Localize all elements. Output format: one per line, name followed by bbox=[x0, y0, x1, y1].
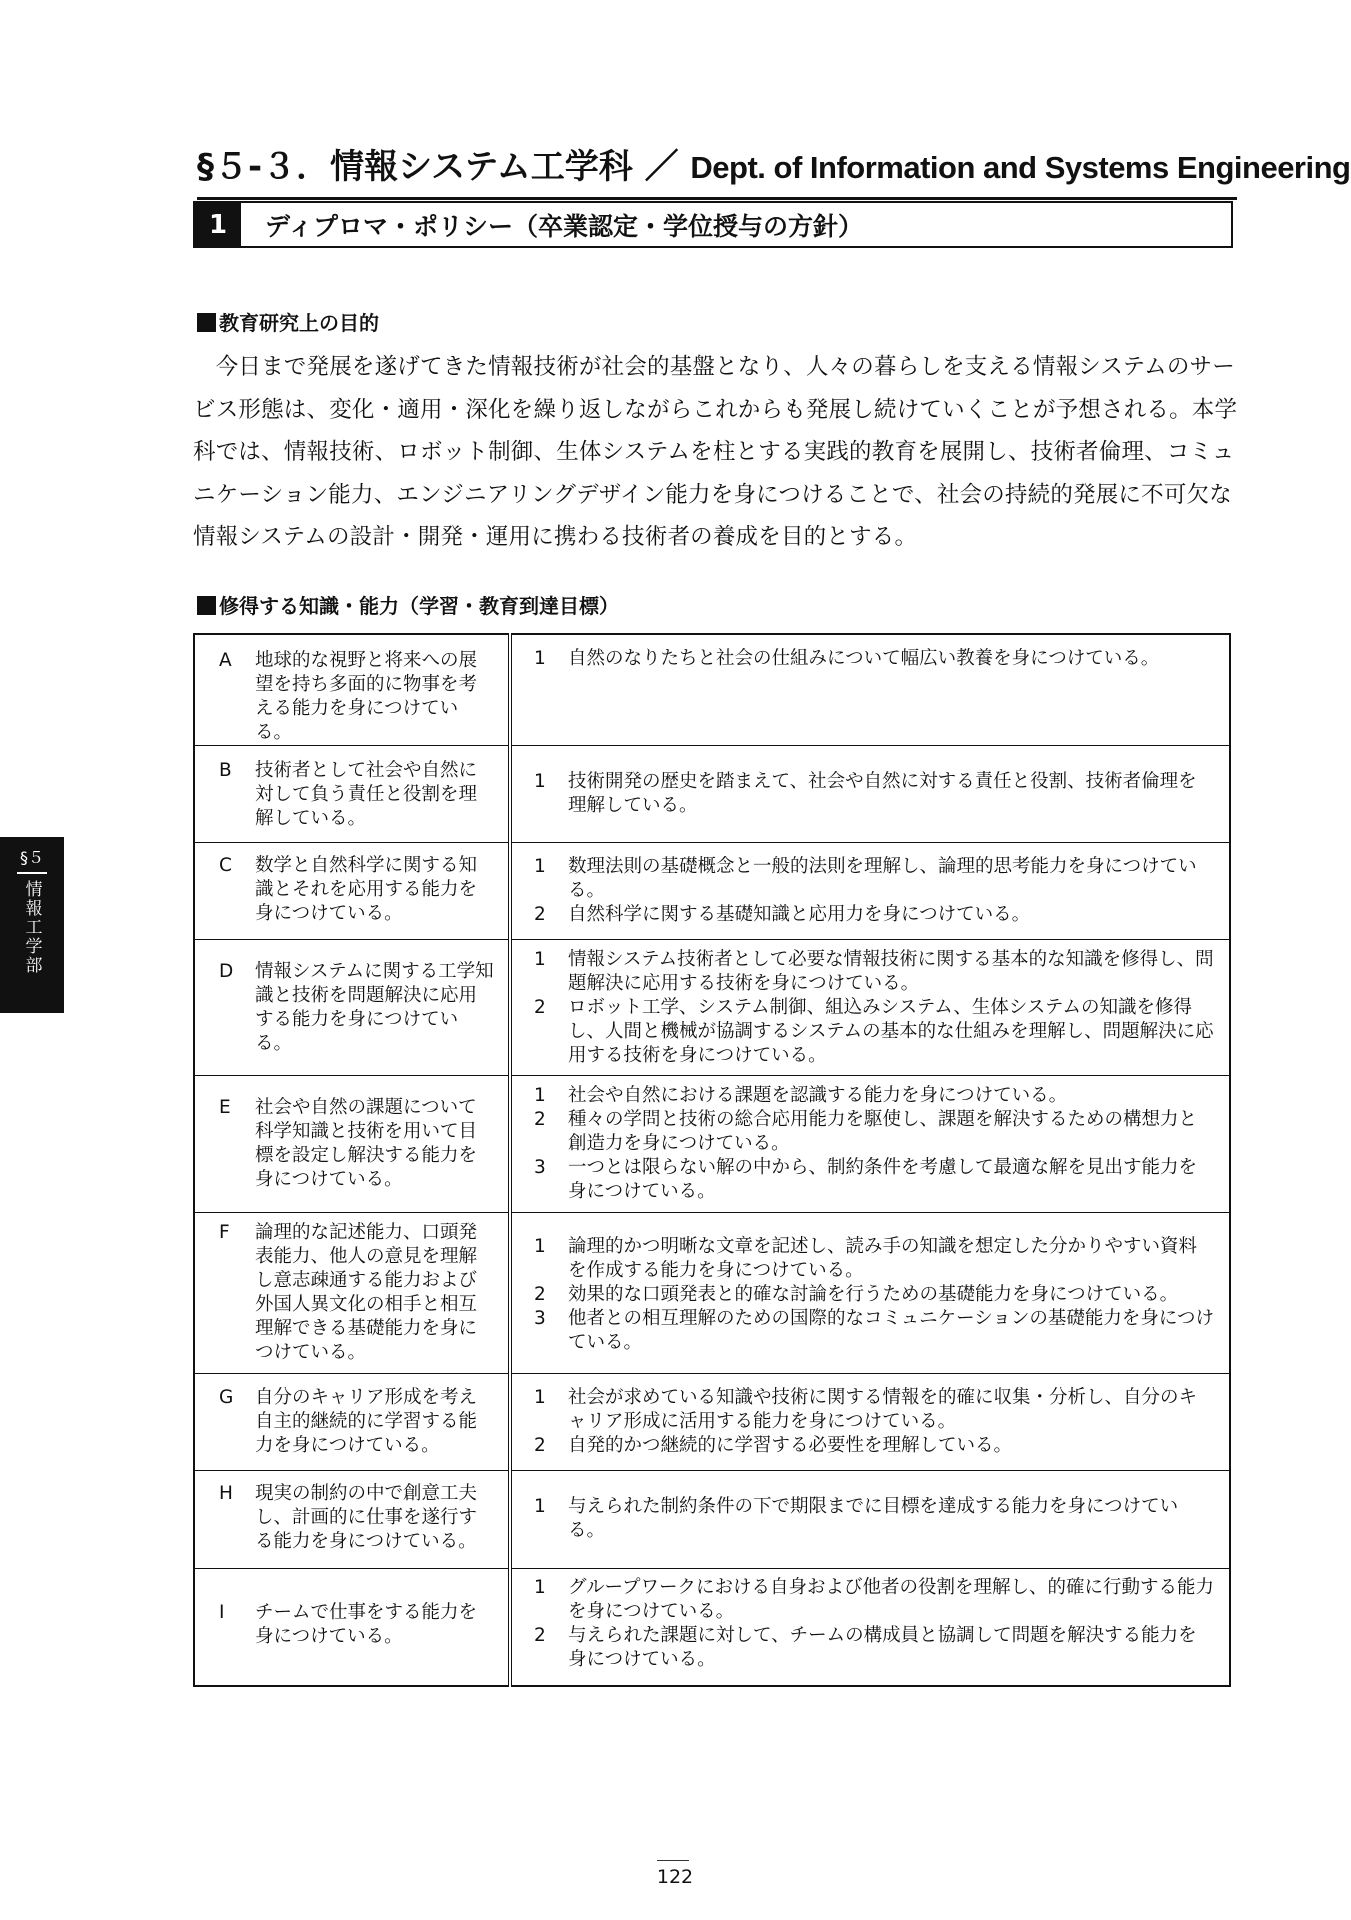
outcome-item bbox=[534, 1156, 1215, 1204]
side-tab bbox=[0, 837, 64, 1013]
goal-text: 論理的な記述能力、口頭発表能力、他人の意見を理解し意志疎通する能力および外国人異文化の相手と相互理解できる基礎能力を身につけている。 bbox=[255, 1222, 478, 1363]
outcome-row bbox=[194, 1076, 1230, 1213]
outcome-item-text: 社会が求めている知識や技術に関する情報を的確に収集・分析し、自分のキャリア形成に活用する能力を身につけている。 bbox=[568, 1387, 1198, 1432]
items-cell bbox=[510, 1213, 1230, 1374]
outcome-item-text: 他者との相互理解のための国際的なコミュニケーションの基礎能力を身につけている。 bbox=[568, 1308, 1215, 1353]
outcome-item-number: 2 bbox=[534, 904, 546, 925]
outcome-item-number: 3 bbox=[534, 1308, 546, 1329]
goal-letter: I bbox=[219, 1602, 225, 1623]
goal-text: 技術者として社会や自然に対して負う責任と役割を理解している。 bbox=[255, 760, 478, 829]
goal-text: 現実の制約の中で創意工夫し、計画的に仕事を遂行する能力を身につけている。 bbox=[255, 1483, 478, 1552]
goal-cell bbox=[194, 634, 510, 746]
outcomes-heading-text: 修得する知識・能力（学習・教育到達目標） bbox=[219, 594, 619, 618]
goal-letter: D bbox=[219, 961, 234, 982]
outcome-row bbox=[194, 843, 1230, 940]
outcome-item-text: ロボット工学、システム制御、組込みシステム、生体システムの知識を修得し、人間と機械が協調するシステムの基本的な仕組みを理解し、問題解決に応用する技術を身につけている。 bbox=[568, 997, 1214, 1066]
page-number: 122 bbox=[656, 1866, 694, 1888]
goal-text: 情報システムに関する工学知識と技術を問題解決に応用する能力を身につけている。 bbox=[255, 961, 494, 1054]
goal bbox=[195, 746, 508, 831]
outcome-item-text: 数理法則の基礎概念と一般的法則を理解し、論理的思考能力を身につけている。 bbox=[568, 856, 1197, 901]
goal-letter: C bbox=[219, 855, 232, 876]
outcome-item bbox=[534, 770, 1215, 818]
outcome-item-text: 自然のなりたちと社会の仕組みについて幅広い教養を身につけている。 bbox=[568, 648, 1160, 669]
goal bbox=[195, 1569, 508, 1649]
outcome-item bbox=[534, 1307, 1215, 1355]
purpose-line: 情報システムの設計・開発・運用に携わる技術者の養成を目的とする。 bbox=[193, 524, 918, 550]
outcome-item bbox=[534, 1495, 1215, 1543]
goal bbox=[195, 1471, 508, 1554]
purpose-heading bbox=[197, 307, 379, 336]
purpose-line: 今日まで発展を遂げてきた情報技術が社会的基盤となり、人々の暮らしを支える情報システムのサー bbox=[193, 354, 1235, 380]
goal-text: 社会や自然の課題について科学知識と技術を用いて目標を設定し解決する能力を身につけている。 bbox=[255, 1097, 478, 1190]
outcome-item bbox=[534, 1386, 1215, 1434]
items-cell bbox=[510, 634, 1230, 746]
goal-letter: E bbox=[219, 1097, 231, 1118]
outcome-item bbox=[534, 647, 1215, 671]
goal-text: チームで仕事をする能力を身につけている。 bbox=[255, 1602, 478, 1647]
outcome-item-number: 1 bbox=[534, 771, 546, 792]
section-heading bbox=[193, 201, 1233, 248]
outcome-item-number: 1 bbox=[534, 1577, 546, 1598]
outcome-item-text: 技術開発の歴史を踏まえて、社会や自然に対する責任と役割、技術者倫理を理解している。 bbox=[568, 771, 1197, 816]
items-cell bbox=[510, 1374, 1230, 1471]
side-tab-rule bbox=[17, 872, 47, 874]
outcome-item bbox=[534, 1283, 1215, 1307]
goal bbox=[195, 635, 508, 745]
goal-cell bbox=[194, 1569, 510, 1686]
goal bbox=[195, 1374, 508, 1458]
goal-cell bbox=[194, 1076, 510, 1213]
goal bbox=[195, 1076, 508, 1192]
page-title-separator: ／ bbox=[644, 147, 679, 187]
items-cell bbox=[510, 746, 1230, 843]
outcome-row bbox=[194, 1374, 1230, 1471]
items-cell bbox=[510, 843, 1230, 940]
outcome-row bbox=[194, 1213, 1230, 1374]
side-tab-section: §５ bbox=[19, 848, 44, 867]
outcome-item bbox=[534, 903, 1215, 927]
outcome-item-number: 3 bbox=[534, 1157, 546, 1178]
outcome-item-text: 種々の学問と技術の総合応用能力を駆使し、課題を解決するための構想力と創造力を身につけている。 bbox=[568, 1109, 1198, 1154]
items-cell bbox=[510, 1471, 1230, 1569]
outcome-item-number: 1 bbox=[534, 648, 546, 669]
outcome-item-number: 1 bbox=[534, 1387, 546, 1408]
outcome-item bbox=[534, 1108, 1215, 1156]
side-tab-label: 情報工学部 bbox=[21, 879, 42, 975]
outcome-item-number: 1 bbox=[534, 1085, 546, 1106]
goal-letter: B bbox=[219, 760, 232, 781]
outcome-row bbox=[194, 746, 1230, 843]
outcomes-table bbox=[193, 633, 1231, 1687]
outcome-item-text: 効果的な口頭発表と的確な討論を行うための基礎能力を身につけている。 bbox=[568, 1284, 1179, 1305]
goal-cell bbox=[194, 1213, 510, 1374]
outcome-row bbox=[194, 1471, 1230, 1569]
goal-text: 地球的な視野と将来への展望を持ち多面的に物事を考える能力を身につけている。 bbox=[255, 650, 478, 743]
outcomes-heading bbox=[197, 590, 619, 619]
items-cell bbox=[510, 1076, 1230, 1213]
outcome-item-text: 与えられた課題に対して、チームの構成員と協調して問題を解決する能力を身につけている。 bbox=[568, 1625, 1197, 1670]
page-title bbox=[197, 140, 1351, 200]
page-title-en: Dept. of Information and Systems Engineering bbox=[690, 150, 1351, 185]
outcome-item bbox=[534, 855, 1215, 903]
outcome-item-text: 自発的かつ継続的に学習する必要性を理解している。 bbox=[568, 1435, 1013, 1456]
outcome-item-text: 情報システム技術者として必要な情報技術に関する基本的な知識を修得し、問題解決に応用する技術を身につけている。 bbox=[568, 949, 1214, 994]
outcome-item-text: 一つとは限らない解の中から、制約条件を考慮して最適な解を見出す能力を身につけている。 bbox=[568, 1157, 1198, 1202]
goal-cell bbox=[194, 1374, 510, 1471]
outcome-item-number: 1 bbox=[534, 949, 546, 970]
outcome-row bbox=[194, 634, 1230, 746]
items-cell bbox=[510, 940, 1230, 1076]
page-number-rule bbox=[657, 1860, 689, 1861]
outcome-item-number: 2 bbox=[534, 1109, 546, 1130]
page-title-ja: §５-３．情報システム工学科 bbox=[197, 147, 633, 187]
outcome-item bbox=[534, 948, 1215, 996]
section-title: ディプロマ・ポリシー（卒業認定・学位授与の方針） bbox=[265, 211, 864, 241]
outcome-row bbox=[194, 940, 1230, 1076]
goal bbox=[195, 843, 508, 926]
outcome-item-text: 論理的かつ明晰な文章を記述し、読み手の知識を想定した分かりやすい資料を作成する能力を身につけている。 bbox=[568, 1236, 1198, 1281]
outcome-item-number: 2 bbox=[534, 1625, 546, 1646]
outcome-item bbox=[534, 1084, 1215, 1108]
goal-text: 数学と自然科学に関する知識とそれを応用する能力を身につけている。 bbox=[255, 855, 478, 924]
purpose-line: ニケーション能力、エンジニアリングデザイン能力を身につけることで、社会の持続的発展に不可欠な bbox=[193, 481, 1232, 508]
outcome-item-number: 2 bbox=[534, 1284, 546, 1305]
goal-cell bbox=[194, 843, 510, 940]
outcome-item-number: 2 bbox=[534, 997, 546, 1018]
outcome-item-text: グループワークにおける自身および他者の役割を理解し、的確に行動する能力を身につけている。 bbox=[568, 1577, 1215, 1622]
outcome-item bbox=[534, 1235, 1215, 1283]
outcome-item bbox=[534, 1434, 1215, 1458]
outcome-item-text: 与えられた制約条件の下で期限までに目標を達成する能力を身につけている。 bbox=[568, 1496, 1179, 1541]
square-bullet-icon bbox=[197, 313, 216, 332]
square-bullet-icon bbox=[197, 596, 216, 615]
outcome-row bbox=[194, 1569, 1230, 1686]
items-cell bbox=[510, 1569, 1230, 1686]
goal-letter: F bbox=[219, 1222, 230, 1243]
purpose-line: 科では、情報技術、ロボット制御、生体システムを柱とする実践的教育を展開し、技術者倫理、コミュ bbox=[193, 439, 1235, 465]
outcome-item-number: 1 bbox=[534, 1496, 546, 1517]
goal bbox=[195, 940, 508, 1056]
outcome-item-text: 自然科学に関する基礎知識と応用力を身につけている。 bbox=[568, 904, 1031, 925]
outcome-item bbox=[534, 996, 1215, 1068]
section-number: 1 bbox=[195, 203, 241, 246]
goal-letter: H bbox=[219, 1483, 233, 1504]
purpose-heading-text: 教育研究上の目的 bbox=[219, 311, 379, 335]
purpose-paragraph bbox=[193, 346, 1238, 559]
outcome-item-number: 1 bbox=[534, 856, 546, 877]
purpose-line: ビス形態は、変化・適用・深化を繰り返しながらこれからも発展し続けていくことが予想される。本学 bbox=[193, 396, 1238, 423]
goal-letter: A bbox=[219, 650, 232, 671]
outcome-item bbox=[534, 1576, 1215, 1624]
goal-cell bbox=[194, 1471, 510, 1569]
outcome-item-number: 1 bbox=[534, 1236, 546, 1257]
outcome-item bbox=[534, 1624, 1215, 1672]
goal bbox=[195, 1213, 508, 1365]
outcome-item-text: 社会や自然における課題を認識する能力を身につけている。 bbox=[568, 1085, 1068, 1106]
goal-text: 自分のキャリア形成を考え自主的継続的に学習する能力を身につけている。 bbox=[255, 1387, 478, 1456]
goal-cell bbox=[194, 746, 510, 843]
goal-cell bbox=[194, 940, 510, 1076]
outcome-item-number: 2 bbox=[534, 1435, 546, 1456]
goal-letter: G bbox=[219, 1387, 234, 1408]
